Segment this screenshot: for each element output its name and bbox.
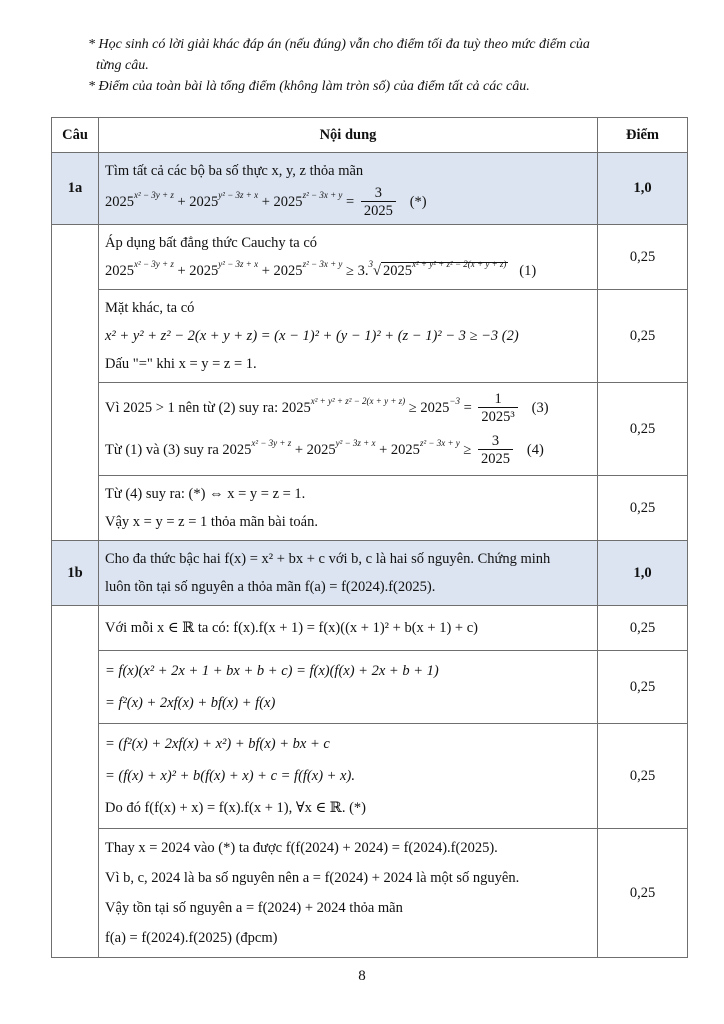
eq-exponent: −3 [449,396,460,406]
equation-tag: (*) [409,193,427,210]
eq-term: Vì 2025 > 1 nên từ (2) suy ra: 2025 [105,400,311,416]
points-cell: 0,25 [598,290,688,383]
eq-term: + 2025 [375,442,420,458]
points-cell: 0,25 [598,829,688,958]
grading-table [51,117,688,958]
empty-label-cell [52,225,99,541]
eq-term: ≥ 2025 [405,400,450,416]
solution-content [99,829,598,958]
solution-content [99,724,598,829]
points-cell: 0,25 [598,651,688,724]
solution-content [99,290,598,383]
question-row-1b [52,541,688,606]
eq-exponent: y² − 3z + x [218,189,259,200]
eq-exponent: x² − 3y + z [134,259,174,269]
eq-exponent: x² − 3y + z [134,189,174,200]
points-cell: 0,25 [598,225,688,290]
equation-tag: (1) [519,263,537,279]
cube-root [381,259,508,279]
eq-term: 2025 [105,193,134,210]
eq-term: ≥ 3. [342,263,369,279]
eq-exponent: z² − 3x + y [302,189,343,200]
question-label: 1b [52,541,99,606]
points-cell: 0,25 [598,606,688,651]
solution-line: Mặt khác, ta có [105,300,195,316]
eq-exponent: y² − 3z + x [218,259,259,269]
question-row-1a [52,153,688,225]
solution-line: = (f²(x) + 2xf(x) + x²) + bf(x) + bx + c [105,736,330,752]
solution-row [52,829,688,958]
solution-line: Từ (4) suy ra: (*) ⇔ x = y = z = 1. [105,486,306,502]
solution-line: Vậy x = y = z = 1 thỏa mãn bài toán. [105,514,318,530]
table-header-row [52,118,688,153]
solution-row [52,606,688,651]
solution-line [105,429,591,471]
solution-content [99,225,598,290]
eq-exponent: x² − 3y + z [251,438,292,448]
eq-exponent: z² − 3x + y [419,438,460,448]
root-base: 2025 [382,263,412,279]
eq-term: + 2025 [258,263,303,279]
fraction-denominator: 2025 [363,203,393,219]
solution-row [52,225,688,290]
eq-term: + 2025 [258,193,303,210]
solution-content [99,476,598,541]
fraction-numerator: 3 [361,185,396,202]
fraction-denominator: 2025 [481,451,510,468]
note-line-2: từng câu. [96,58,149,73]
question-content [99,541,598,606]
eq-equals: = [342,193,358,210]
equation-tag: (4) [526,442,544,458]
eq-term: Từ (1) và (3) suy ra 2025 [105,442,252,458]
points-cell: 0,25 [598,476,688,541]
solution-content [99,383,598,476]
eq-term: 2025 [105,263,134,279]
solution-line: Do đó f(f(x) + x) = f(x).f(x + 1), ∀x ∈ ℝ. (*) [105,800,367,816]
header-question: Câu [52,118,99,153]
solution-line: = (f(x) + x)² + b(f(x) + x) + c = f(f(x) + x). [105,768,355,784]
solution-line: Với mỗi x ∈ ℝ ta có: f(x).f(x + 1) = f(x)((x + 1)² + b(x + 1) + c) [105,620,478,636]
fraction-numerator: 3 [478,433,513,450]
eq-term: ≥ [459,442,475,458]
solution-line [105,387,591,429]
eq-exponent: x² + y² + z² − 2(x + y + z) [310,396,406,406]
header-content: Nội dung [99,118,598,153]
points-cell: 0,25 [598,724,688,829]
eq-exponent: z² − 3x + y [302,259,343,269]
solution-line: = f(x)(x² + 2x + 1 + bx + b + c) = f(x)(f(x) + 2x + b + 1) [105,663,439,679]
root-index: 3 [368,259,373,269]
eq-exponent: y² − 3z + x [335,438,376,448]
question-label: 1a [52,153,99,225]
fraction-denominator: 2025³ [481,409,515,426]
solution-content [99,606,598,651]
solution-line: Dấu "=" khi x = y = z = 1. [105,356,257,372]
question-text: Tìm tất cả các bộ ba số thực x, y, z thỏa mãn [105,163,364,179]
solution-row [52,724,688,829]
eq-exponent: x² + y² + z² − 2(x + y + z) [411,259,507,269]
solution-line: Thay x = 2024 vào (*) ta được f(f(2024) + 2024) = f(2024).f(2025). [105,840,498,856]
solution-row [52,476,688,541]
solution-line: x² + y² + z² − 2(x + y + z) = (x − 1)² + (y − 1)² + (z − 1)² − 3 ≥ −3 (2) [105,328,519,344]
solution-row [52,290,688,383]
solution-content [99,651,598,724]
solution-row [52,383,688,476]
solution-row [52,651,688,724]
note-line-1: * Học sinh có lời giải khác đáp án (nếu đúng) vẫn cho điểm tối đa tuỳ theo mức điểm của [88,37,590,52]
solution-line: = f²(x) + 2xf(x) + bf(x) + f(x) [105,695,276,711]
question-content [99,153,598,225]
solution-line: Vì b, c, 2024 là ba số nguyên nên a = f(2024) + 2024 là một số nguyên. [105,870,520,886]
eq-equals: = [459,400,476,416]
page-number: 8 [358,968,366,984]
equation-star [105,185,591,220]
grading-notes [88,34,688,97]
empty-label-cell [52,606,99,958]
fraction [478,391,517,426]
note-line-3: * Điểm của toàn bài là tổng điểm (không làm tròn số) của điểm tất cả các câu. [88,79,530,94]
equation-tag: (3) [531,400,549,416]
fraction [361,185,396,220]
question-text: luôn tồn tại số nguyên a thỏa mãn f(a) = f(2024).f(2025). [105,579,436,595]
points-cell: 1,0 [598,541,688,606]
solution-line: Vậy tồn tại số nguyên a = f(2024) + 2024 thỏa mãn [105,900,403,916]
solution-line: Áp dụng bất đẳng thức Cauchy ta có [105,235,318,251]
eq-term: + 2025 [173,263,219,279]
points-cell: 0,25 [598,383,688,476]
header-points: Điểm [598,118,688,153]
fraction-numerator: 1 [478,391,517,408]
solution-line: f(a) = f(2024).f(2025) (đpcm) [105,930,278,946]
eq-term: + 2025 [173,193,219,210]
question-text: Cho đa thức bậc hai f(x) = x² + bx + c với b, c là hai số nguyên. Chứng minh [105,551,551,567]
eq-term: + 2025 [291,442,336,458]
points-cell: 1,0 [598,153,688,225]
solution-line: $2025^{x^2 - 3y + z} + 2025^{y^2 - 3z + x} + 2025^{z^2 - 3x + y} \ge 3.^3√$ $2025^{x^2 + y^2 + z^2 - 2(x + y + z)}$ (1) [105,259,537,279]
fraction [478,433,513,468]
